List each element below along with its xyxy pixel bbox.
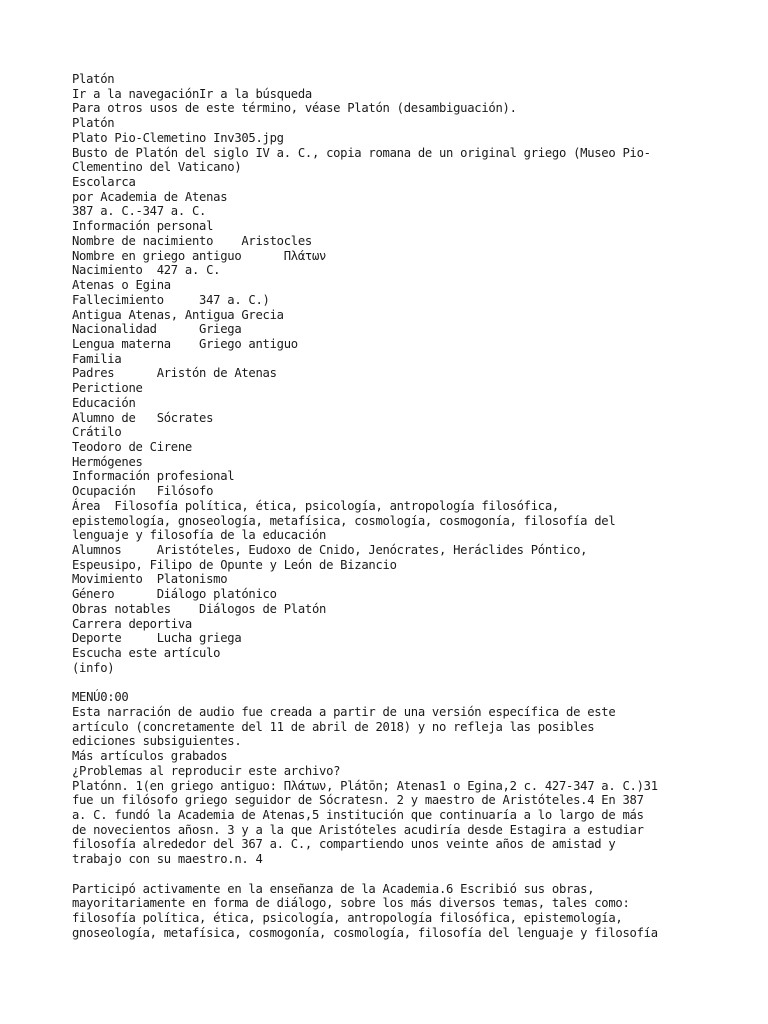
blank-line — [72, 675, 732, 690]
text-line: mayoritariamente en forma de diálogo, sobre los más diversos temas, tales como: — [72, 896, 630, 911]
text-line: Perictione — [72, 381, 143, 396]
text-line: Carrera deportiva — [72, 616, 192, 631]
text-line: Para otros usos de este término, véase Platón (desambiguación). — [72, 101, 517, 116]
text-line: Movimiento Platonismo — [72, 572, 228, 587]
text-line: Participó activamente en la enseñanza de la Academia.6 Escribió sus obras, — [72, 881, 595, 896]
text-line: Platónn. 1(en griego antiguo: Πλάτων, Plátōn; Atenas1 o Egina,2 c. 427-347 a. C.)31 — [72, 778, 658, 793]
text-line: Padres Aristón de Atenas — [72, 366, 277, 381]
text-line: Espeusipo, Filipo de Opunte y León de Bizancio — [72, 557, 397, 572]
text-line: Más artículos grabados — [72, 749, 228, 764]
text-line: Género Diálogo platónico — [72, 587, 277, 602]
text-line: MENÚ0:00 — [72, 690, 129, 705]
text-line: Familia — [72, 351, 122, 366]
text-line: Platón — [72, 72, 115, 86]
text-line: Teodoro de Cirene — [72, 439, 192, 454]
text-line: epistemología, gnoseología, metafísica, cosmología, cosmogonía, filosofía del — [72, 513, 616, 528]
text-line: Educación — [72, 395, 136, 410]
text-line: Escucha este artículo — [72, 646, 221, 661]
text-line: Atenas o Egina — [72, 278, 171, 293]
text-line: Área Filosofía política, ética, psicología, antropología filosófica, — [72, 498, 559, 513]
text-line: Fallecimiento 347 a. C.) — [72, 292, 270, 307]
text-line: Hermógenes — [72, 454, 143, 469]
text-line: filosofía alrededor del 367 a. C., compartiendo unos veinte años de amistad y — [72, 837, 616, 852]
text-line: Plato Pio-Clemetino Inv305.jpg — [72, 130, 284, 145]
text-line: artículo (concretamente del 11 de abril de 2018) y no refleja las posibles — [72, 719, 595, 734]
text-line: lenguaje y filosofía de la educación — [72, 528, 327, 543]
text-line: Platón — [72, 116, 115, 131]
text-line: Deporte Lucha griega — [72, 631, 242, 646]
text-line: Ir a la navegaciónIr a la búsqueda — [72, 86, 312, 101]
text-line: ¿Problemas al reproducir este archivo? — [72, 763, 341, 778]
text-line: Información personal — [72, 219, 214, 234]
text-line: Clementino del Vaticano) — [72, 160, 242, 175]
text-line: Obras notables Diálogos de Platón — [72, 601, 327, 616]
text-line: (info) — [72, 660, 115, 675]
text-line: filosofía política, ética, psicología, antropología filosófica, epistemología, — [72, 910, 623, 925]
text-line: Antigua Atenas, Antigua Grecia — [72, 307, 284, 322]
text-line: por Academia de Atenas — [72, 189, 228, 204]
text-line: Alumnos Aristóteles, Eudoxo de Cnido, Jenócrates, Heráclides Póntico, — [72, 543, 588, 557]
text-line: trabajo con su maestro.n. 4 — [72, 852, 263, 867]
text-line: Ocupación Filósofo — [72, 484, 214, 499]
text-line: Crátilo — [72, 425, 122, 440]
text-line: 387 a. C.-347 a. C. — [72, 204, 207, 219]
text-line: Nacionalidad Griega — [72, 322, 242, 337]
text-line: Escolarca — [72, 175, 136, 190]
text-line: Alumno de Sócrates — [72, 410, 214, 425]
text-line: a. C. fundó la Academia de Atenas,5 institución que continuaría a lo largo de más — [72, 807, 644, 822]
blank-line — [72, 867, 732, 882]
text-line: gnoseología, metafísica, cosmogonía, cosmología, filosofía del lenguaje y filosofía — [72, 925, 658, 940]
text-line: fue un filósofo griego seguidor de Sócratesn. 2 y maestro de Aristóteles.4 En 387 — [72, 793, 644, 808]
text-line: Información profesional — [72, 469, 235, 484]
text-line: Busto de Platón del siglo IV a. C., copia romana de un original griego (Museo Pio- — [72, 145, 651, 160]
text-line: Esta narración de audio fue creada a partir de una versión específica de este — [72, 704, 616, 719]
text-line: ediciones subsiguientes. — [72, 734, 242, 749]
text-line: Nombre de nacimiento Aristocles — [72, 233, 312, 248]
text-line: de novecientos añosn. 3 y a la que Aristóteles acudiría desde Estagira a estudiar — [72, 822, 644, 837]
text-line: Nombre en griego antiguo Πλάτων — [72, 248, 327, 263]
text-line: Nacimiento 427 a. C. — [72, 263, 221, 278]
text-line: Lengua materna Griego antiguo — [72, 336, 298, 351]
document-page — [72, 72, 732, 940]
